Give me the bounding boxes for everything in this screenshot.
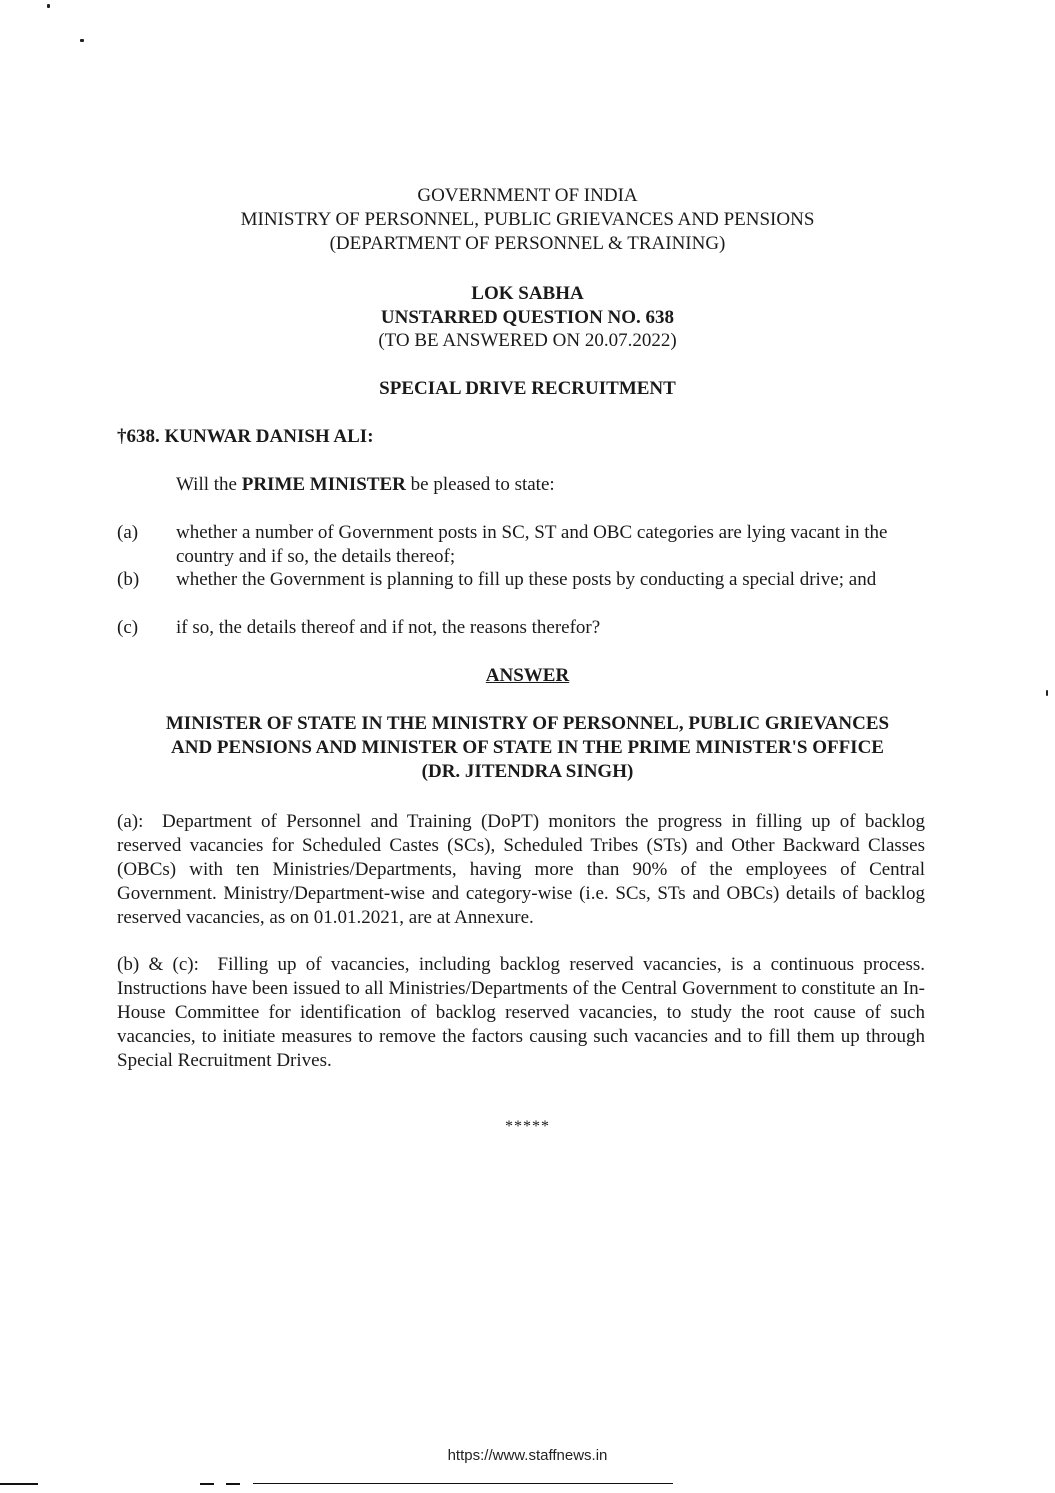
intro-prime-minister: PRIME MINISTER xyxy=(241,474,406,495)
answer-text: Department of Personnel and Training (DoPT) monitors the progress in filling up of backlog reserved vacancies for Scheduled Castes (SCs), Scheduled Tribes (STs) and Other Backward Classes (OBCs) with ten Ministries/Departments, having more than 90% of the employees of Central Government. Ministry/Department-wise and category-wise (i.e. SCs, STs and OBCs) details of backlog reserved vacancies, as on 01.01.2021, are at Annexure. xyxy=(117,811,926,928)
answer-paragraph-bc xyxy=(117,953,925,1073)
header-ministry: MINISTRY OF PERSONNEL, PUBLIC GRIEVANCES AND PENSIONS xyxy=(240,209,815,230)
footer-url: https://www.staffnews.in xyxy=(447,1447,608,1464)
minister-line: AND PENSIONS AND MINISTER OF STATE IN THE PRIME MINISTER'S OFFICE xyxy=(171,737,884,758)
intro-line xyxy=(176,473,555,497)
subject-title: SPECIAL DRIVE RECRUITMENT xyxy=(379,378,676,399)
asker-name: †638. KUNWAR DANISH ALI: xyxy=(117,426,374,447)
house-name: LOK SABHA xyxy=(471,283,584,304)
answer-heading: ANSWER xyxy=(485,665,570,686)
end-mark: ***** xyxy=(505,1118,550,1135)
header-government: GOVERNMENT OF INDIA xyxy=(417,185,638,206)
answer-date: (TO BE ANSWERED ON 20.07.2022) xyxy=(378,330,677,351)
footer-rule xyxy=(253,1483,673,1484)
intro-prefix: Will the xyxy=(176,474,242,495)
footer-rule xyxy=(200,1483,214,1485)
question-text: whether the Government is planning to fill up these posts by conducting a special drive; and xyxy=(176,569,877,590)
footer-rule xyxy=(226,1483,240,1485)
scan-speck xyxy=(47,4,50,8)
header-department: (DEPARTMENT OF PERSONNEL & TRAINING) xyxy=(329,233,726,254)
answer-paragraph-a xyxy=(117,810,925,930)
answer-label: (b) & (c): xyxy=(117,954,199,975)
scan-speck xyxy=(80,39,84,42)
question-number: UNSTARRED QUESTION NO. 638 xyxy=(380,307,675,328)
question-text: whether a number of Government posts in SC, ST and OBC categories are lying vacant in the country and if so, the details thereof; xyxy=(176,522,888,567)
answer-text: Filling up of vacancies, including backlog reserved vacancies, is a continuous process. Instructions have been issued to all Ministries/Departments of the Central Government to constitute an In-House Committee for identification of backlog reserved vacancies, to study the root cause of such vacancies, to initiate measures to remove the factors causing such vacancies and to fill them up through Special Recruitment Drives. xyxy=(117,954,925,1071)
answer-label: (a): xyxy=(117,811,144,832)
scan-speck xyxy=(1046,690,1048,696)
footer-rule xyxy=(0,1483,38,1485)
question-label: (a) xyxy=(117,522,139,543)
question-text: if so, the details thereof and if not, the reasons therefor? xyxy=(176,617,601,638)
minister-name: (DR. JITENDRA SINGH) xyxy=(421,761,634,782)
minister-line: MINISTER OF STATE IN THE MINISTRY OF PERSONNEL, PUBLIC GRIEVANCES xyxy=(165,713,890,734)
question-label: (b) xyxy=(117,569,140,590)
intro-suffix: be pleased to state: xyxy=(405,474,555,495)
question-label: (c) xyxy=(117,617,139,638)
